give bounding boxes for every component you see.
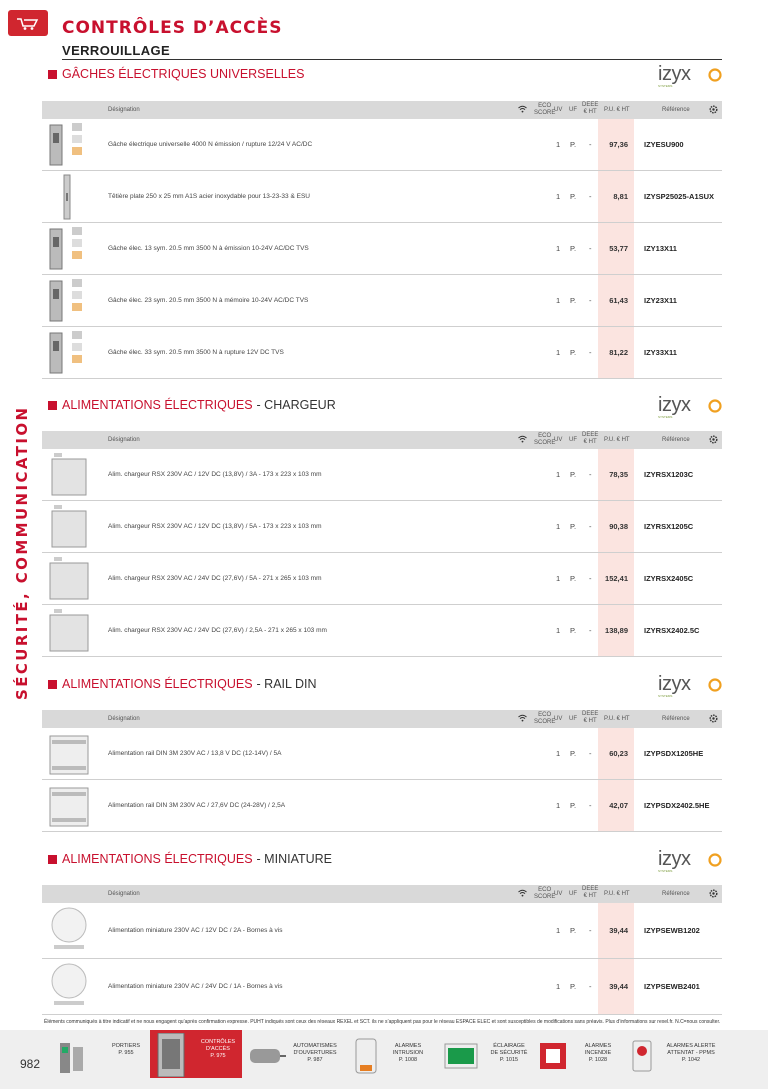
footer-page: P. 1008 [398, 1057, 418, 1063]
logo-tagline: SYSTEMS [658, 694, 673, 698]
power-supply-box-image [46, 503, 92, 551]
col-reference: Référence [662, 107, 690, 113]
row-designation: Alimentation miniature 230V AC / 24V DC / 1A - Bornes à vis [108, 983, 283, 990]
square-icon [48, 401, 57, 410]
row-price: 97,36 [598, 119, 634, 170]
col-reference: Référence [662, 716, 690, 722]
row-uf: P. [570, 749, 577, 758]
row-uf: P. [570, 982, 577, 991]
col-eco-score [534, 433, 555, 447]
table-row[interactable] [42, 605, 722, 657]
footer-page: P. 987 [307, 1057, 323, 1063]
logo-tagline: SYSTEMS [658, 84, 673, 88]
settings-icon[interactable] [709, 889, 718, 900]
footer-label: ALARMES [584, 1043, 612, 1049]
row-designation: Alimentation rail DIN 3M 230V AC / 13,8 V DC (12-14V) / 5A [108, 750, 282, 757]
row-designation: Alim. chargeur RSX 230V AC / 12V DC (13,8V) / 5A - 173 x 223 x 103 mm [108, 523, 322, 530]
footer-item-portiers[interactable] [56, 1037, 146, 1077]
table-row[interactable] [42, 903, 722, 959]
col-designation: Désignation [108, 107, 140, 113]
footer-item-controles[interactable] [150, 1037, 242, 1077]
table-row[interactable] [42, 171, 722, 223]
row-uv: 1 [556, 982, 561, 991]
settings-icon[interactable] [709, 714, 718, 725]
row-deee: - [589, 982, 592, 991]
row-reference[interactable]: IZYRSX2405C [644, 574, 694, 583]
footer-page: P. 1028 [588, 1057, 608, 1063]
col-eco-line1: ECO [538, 712, 552, 718]
col-price: P.U. € HT [604, 437, 630, 443]
footer-label-2: ATTENTAT - PPMS [667, 1050, 715, 1056]
square-icon [48, 855, 57, 864]
footer-page: P. 975 [210, 1053, 226, 1059]
row-uv: 1 [556, 470, 561, 479]
row-designation: Alimentation rail DIN 3M 230V AC / 27,6V DC (24-28V) / 2,5A [108, 802, 286, 809]
square-icon [48, 70, 57, 79]
row-uv: 1 [556, 140, 561, 149]
intercom-icon [58, 1037, 86, 1077]
page-subtitle: VERROUILLAGE [62, 43, 171, 58]
row-reference[interactable]: IZYPSDX1205HE [644, 749, 704, 758]
col-uv: UV [554, 437, 563, 443]
row-reference[interactable]: IZYPSEWB2401 [644, 982, 700, 991]
row-price: 61,43 [598, 275, 634, 326]
strike-image [46, 277, 92, 325]
footer-label: ÉCLAIRAGE [493, 1043, 525, 1049]
logo-tagline: SYSTEMS [658, 415, 673, 419]
row-deee: - [589, 296, 592, 305]
table-row[interactable] [42, 553, 722, 605]
din-rail-module-image [46, 730, 92, 778]
table-row[interactable] [42, 728, 722, 780]
col-reference: Référence [662, 891, 690, 897]
col-eco-line2: SCORE [534, 440, 556, 446]
row-reference[interactable]: IZYRSX1203C [644, 470, 694, 479]
power-supply-box-image [46, 607, 92, 655]
footer-label: ALARMES ALERTE [666, 1043, 716, 1049]
izyx-logo [658, 673, 722, 701]
footer-label-2: INCENDIE [584, 1050, 612, 1056]
col-eco-line1: ECO [538, 103, 552, 109]
col-eco-line2: SCORE [534, 894, 556, 900]
section-title-text: GÂCHES ÉLECTRIQUES UNIVERSELLES [62, 67, 305, 81]
row-uv: 1 [556, 192, 561, 201]
row-deee: - [589, 522, 592, 531]
row-reference[interactable]: IZYPSEWB1202 [644, 926, 700, 935]
col-eco-score [534, 887, 555, 901]
row-reference[interactable]: IZY23X11 [644, 296, 677, 305]
row-deee: - [589, 926, 592, 935]
col-deee-line1: DEEE [582, 886, 599, 892]
row-price: 39,44 [598, 959, 634, 1014]
footer-label: PORTIERS [111, 1043, 140, 1049]
col-eco-score [534, 103, 555, 117]
brand-box [8, 10, 48, 36]
section-title [48, 677, 317, 691]
col-deee-line1: DEEE [582, 432, 599, 438]
col-uv: UV [554, 716, 563, 722]
row-uv: 1 [556, 626, 561, 635]
row-designation: Alim. chargeur RSX 230V AC / 12V DC (13,8V) / 3A - 173 x 223 x 103 mm [108, 471, 322, 478]
table-header [42, 885, 722, 903]
power-supply-box-image [46, 451, 92, 499]
exit-sign-icon [444, 1043, 478, 1069]
row-uf: P. [570, 626, 577, 635]
row-price: 60,23 [598, 728, 634, 779]
table-row[interactable] [42, 780, 722, 832]
col-deee-line1: DEEE [582, 102, 599, 108]
footer-label: CONTRÔLES [200, 1039, 236, 1045]
footer-item-eclairage[interactable] [444, 1037, 536, 1077]
row-designation: Têtière plate 250 x 25 mm A1S acier inoxydable pour 13-23-33 & ESU [108, 193, 310, 200]
col-deee-line2: € HT [583, 439, 597, 445]
row-uf: P. [570, 348, 577, 357]
section-title-suffix: - CHARGEUR [256, 398, 336, 412]
footer-item-alarmes-alerte[interactable] [630, 1037, 730, 1077]
footer-label: AUTOMATISMES [293, 1043, 337, 1049]
row-deee: - [589, 348, 592, 357]
fire-alarm-icon [538, 1041, 568, 1071]
col-deee-line2: € HT [583, 893, 597, 899]
row-deee: - [589, 140, 592, 149]
section-title-suffix: - RAIL DIN [256, 677, 317, 691]
row-uf: P. [570, 522, 577, 531]
logo-tagline: SYSTEMS [658, 869, 673, 873]
row-reference[interactable]: IZYPSDX2402.5HE [644, 801, 710, 810]
section-title-text: ALIMENTATIONS ÉLECTRIQUES [62, 852, 253, 866]
col-uf: UF [569, 107, 577, 113]
motor-icon [246, 1041, 286, 1071]
logo-text: izyx [658, 63, 691, 85]
settings-icon[interactable] [709, 435, 718, 446]
row-designation: Gâche élec. 33 sym. 20.5 mm 3500 N à rupture 12V DC TVS [108, 349, 284, 356]
mini-power-supply-image [46, 961, 92, 1009]
footer-label-2: INTRUSION [392, 1050, 424, 1056]
logo-text: izyx [658, 848, 691, 870]
table-header [42, 710, 722, 728]
row-designation: Alim. chargeur RSX 230V AC / 24V DC (27,6V) / 5A - 271 x 265 x 103 mm [108, 575, 322, 582]
row-uf: P. [570, 926, 577, 935]
siren-icon [352, 1037, 380, 1077]
col-designation: Désignation [108, 437, 140, 443]
table-row[interactable] [42, 223, 722, 275]
subtitle-divider [62, 59, 722, 60]
logo-mark-icon [708, 399, 722, 413]
row-uf: P. [570, 192, 577, 201]
disclaimer-note: Éléments communiqués à titre indicatif et ne nous engagent qu’après confirmation expresse. PUHT indiqués sont ceux des réseaux REXEL et SCT. ils ne s’appliquent pas pour le réseau ESPACE ELEC et sont susceptibles de modifications sans préavis. Plus d’informations sur rexel.fr. N.C=nous consulter. [44, 1019, 721, 1025]
row-deee: - [589, 470, 592, 479]
page-title: CONTRÔLES D’ACCÈS [62, 18, 283, 38]
col-deee [582, 711, 598, 725]
wifi-icon [518, 105, 527, 115]
col-eco-line2: SCORE [534, 110, 556, 116]
row-price: 138,89 [598, 605, 634, 656]
col-deee-line2: € HT [583, 718, 597, 724]
row-uv: 1 [556, 749, 561, 758]
row-price: 8,81 [598, 171, 634, 222]
faceplate-image [46, 173, 92, 221]
footer-label-2: DE SÉCURITÉ [490, 1050, 528, 1056]
table-row[interactable] [42, 327, 722, 379]
row-uv: 1 [556, 574, 561, 583]
table-row[interactable] [42, 959, 722, 1015]
logo-mark-icon [708, 678, 722, 692]
row-uf: P. [570, 470, 577, 479]
footer-page: P. 955 [118, 1050, 134, 1056]
section-title [48, 852, 332, 866]
izyx-logo [658, 848, 722, 876]
section-chargeur [42, 394, 722, 660]
col-deee [582, 102, 598, 116]
row-uv: 1 [556, 348, 561, 357]
alert-alarm-icon [630, 1039, 654, 1073]
row-designation: Alim. chargeur RSX 230V AC / 24V DC (27,6V) / 2,5A - 271 x 265 x 103 mm [108, 627, 327, 634]
table-header [42, 101, 722, 119]
col-reference: Référence [662, 437, 690, 443]
footer-item-alarmes-intrusion[interactable] [348, 1037, 440, 1077]
col-eco-score [534, 712, 555, 726]
col-designation: Désignation [108, 891, 140, 897]
row-deee: - [589, 192, 592, 201]
row-price: 81,22 [598, 327, 634, 378]
strike-image [46, 329, 92, 377]
table-row[interactable] [42, 275, 722, 327]
row-designation: Gâche électrique universelle 4000 N émission / rupture 12/24 V AC/DC [108, 141, 313, 148]
side-label: SÉCURITÉ, COMMUNICATION [13, 405, 31, 700]
row-deee: - [589, 244, 592, 253]
footer-item-alarmes-incendie[interactable] [538, 1037, 626, 1077]
row-reference[interactable]: IZY33X11 [644, 348, 677, 357]
logo-text: izyx [658, 394, 691, 416]
col-uf: UF [569, 891, 577, 897]
izyx-logo [658, 63, 722, 91]
section-title-suffix: - MINIATURE [256, 852, 333, 866]
row-deee: - [589, 801, 592, 810]
logo-mark-icon [708, 68, 722, 82]
row-deee: - [589, 626, 592, 635]
section-gaches [42, 63, 722, 387]
cart-icon [15, 15, 41, 31]
row-uf: P. [570, 574, 577, 583]
col-deee-line2: € HT [583, 109, 597, 115]
keypad-icon [156, 1033, 186, 1077]
row-uv: 1 [556, 296, 561, 305]
row-uv: 1 [556, 801, 561, 810]
col-uf: UF [569, 437, 577, 443]
section-title [48, 398, 336, 412]
row-uf: P. [570, 801, 577, 810]
col-eco-line1: ECO [538, 433, 552, 439]
row-reference[interactable]: IZYRSX1205C [644, 522, 694, 531]
col-price: P.U. € HT [604, 891, 630, 897]
footer-label-2: D'ACCÈS [206, 1046, 230, 1052]
power-supply-box-image [46, 555, 92, 603]
col-uf: UF [569, 716, 577, 722]
row-uf: P. [570, 140, 577, 149]
row-reference[interactable]: IZYSP25025-A1SUX [644, 192, 715, 201]
square-icon [48, 680, 57, 689]
col-deee-line1: DEEE [582, 711, 599, 717]
section-rail-din [42, 673, 722, 835]
row-designation: Alimentation miniature 230V AC / 12V DC / 2A - Bornes à vis [108, 927, 283, 934]
footer-label: ALARMES [394, 1043, 422, 1049]
settings-icon[interactable] [709, 105, 718, 116]
col-deee [582, 886, 598, 900]
row-price: 53,77 [598, 223, 634, 274]
logo-mark-icon [708, 853, 722, 867]
table-row[interactable] [42, 501, 722, 553]
mini-power-supply-image [46, 905, 92, 953]
strike-image [46, 225, 92, 273]
section-miniature [42, 848, 722, 1017]
section-title [48, 67, 308, 81]
col-deee [582, 432, 598, 446]
page-number: 982 [20, 1057, 41, 1071]
section-title-text: ALIMENTATIONS ÉLECTRIQUES [62, 398, 253, 412]
logo-text: izyx [658, 673, 691, 695]
row-designation: Gâche élec. 23 sym. 20.5 mm 3500 N à mémoire 10-24V AC/DC TVS [108, 297, 309, 304]
row-uf: P. [570, 296, 577, 305]
footer-label-2: D'OUVERTURES [293, 1050, 337, 1056]
row-uf: P. [570, 244, 577, 253]
row-designation: Gâche élec. 13 sym. 20.5 mm 3500 N à émission 10-24V AC/DC TVS [108, 245, 309, 252]
row-price: 39,44 [598, 903, 634, 958]
row-price: 152,41 [598, 553, 634, 604]
table-row[interactable] [42, 119, 722, 171]
footer-page: P. 1015 [499, 1057, 519, 1063]
row-reference[interactable]: IZYRSX2402.5C [644, 626, 700, 635]
table-header [42, 431, 722, 449]
col-price: P.U. € HT [604, 716, 630, 722]
col-uv: UV [554, 107, 563, 113]
section-title-text: ALIMENTATIONS ÉLECTRIQUES [62, 677, 253, 691]
col-designation: Désignation [108, 716, 140, 722]
row-price: 42,07 [598, 780, 634, 831]
row-deee: - [589, 574, 592, 583]
wifi-icon [518, 889, 527, 899]
footer-page: P. 1042 [681, 1057, 701, 1063]
col-uv: UV [554, 891, 563, 897]
table-row[interactable] [42, 449, 722, 501]
din-rail-module-image [46, 782, 92, 830]
row-deee: - [589, 749, 592, 758]
wifi-icon [518, 435, 527, 445]
wifi-icon [518, 714, 527, 724]
col-eco-line1: ECO [538, 887, 552, 893]
izyx-logo [658, 394, 722, 422]
row-reference[interactable]: IZY13X11 [644, 244, 677, 253]
row-uv: 1 [556, 244, 561, 253]
row-reference[interactable]: IZYESU900 [644, 140, 684, 149]
row-uv: 1 [556, 926, 561, 935]
row-price: 78,35 [598, 449, 634, 500]
row-price: 90,38 [598, 501, 634, 552]
footer-item-automatismes[interactable] [246, 1037, 342, 1077]
strike-image [46, 121, 92, 169]
row-uv: 1 [556, 522, 561, 531]
col-eco-line2: SCORE [534, 719, 556, 725]
col-price: P.U. € HT [604, 107, 630, 113]
